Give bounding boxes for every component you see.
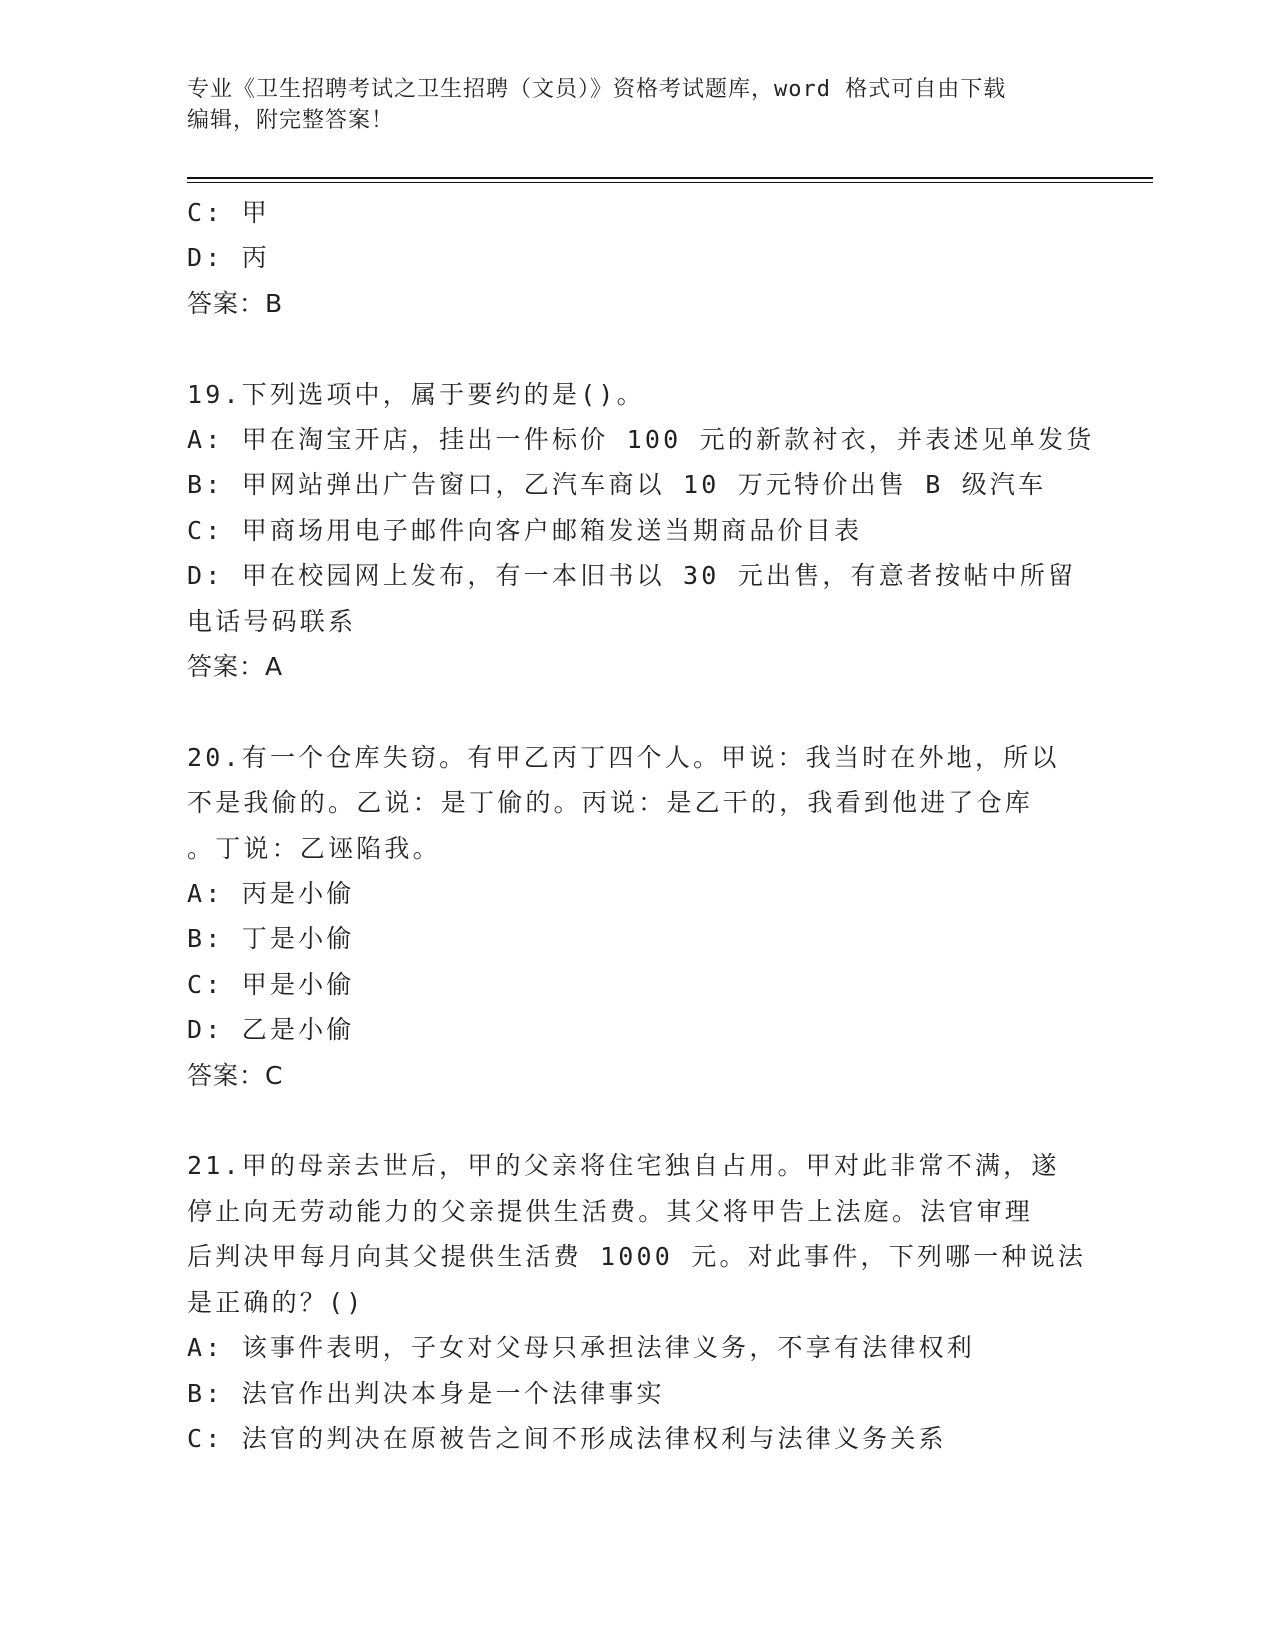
question-stem: 21.甲的母亲去世后，甲的父亲将住宅独自占用。甲对此非常不满，遂 xyxy=(187,1151,1060,1181)
spacer xyxy=(187,326,1087,371)
spacer xyxy=(187,1098,1087,1143)
answer: 答案：C xyxy=(187,1060,284,1090)
option-a: A: 该事件表明，子女对父母只承担法律义务，不享有法律权利 xyxy=(187,1333,975,1363)
question-stem-continued: 。丁说：乙诬陷我。 xyxy=(187,833,441,863)
option-d: D: 甲在校园网上发布，有一本旧书以 30 元出售，有意者按帖中所留 xyxy=(187,561,1077,591)
option-c: C: 甲 xyxy=(187,198,270,227)
answer: 答案：A xyxy=(187,652,284,682)
option-c: C: 法官的判决在原被告之间不形成法律权利与法律义务关系 xyxy=(187,1423,947,1453)
option-d: D: 乙是小偷 xyxy=(187,1015,355,1045)
question-stem-continued: 后判决甲每月向其父提供生活费 1000 元。对此事件，下列哪一种说法 xyxy=(187,1242,1087,1272)
question-19 xyxy=(187,372,1095,690)
question-stem-continued: 停止向无劳动能力的父亲提供生活费。其父将甲告上法庭。法官审理 xyxy=(187,1196,1034,1226)
answer: 答案：B xyxy=(187,288,284,318)
option-d-continued: 电话号码联系 xyxy=(187,606,357,636)
header-rule-thin xyxy=(187,182,1153,183)
option-b: B: 丁是小偷 xyxy=(187,924,355,954)
question-stem: 19.下列选项中，属于要约的是()。 xyxy=(187,379,645,409)
header-line-2: 编辑，附完整答案！ xyxy=(187,108,395,133)
question-list xyxy=(187,190,1095,1461)
header-line-1: 专业《卫生招聘考试之卫生招聘（文员）》资格考试题库，word 格式可自由下载 xyxy=(187,77,1007,102)
header-rule-thick xyxy=(187,177,1153,179)
document-header xyxy=(187,74,1067,136)
question-stem: 20.有一个仓库失窃。有甲乙丙丁四个人。甲说：我当时在外地，所以 xyxy=(187,742,1060,772)
option-d: D: 丙 xyxy=(187,243,270,273)
question-18-tail xyxy=(187,190,1087,326)
question-20 xyxy=(187,735,1087,1098)
spacer xyxy=(187,689,1087,734)
question-21 xyxy=(187,1143,1087,1461)
option-b: B: 法官作出判决本身是一个法律事实 xyxy=(187,1378,665,1408)
question-stem-continued: 是正确的？() xyxy=(187,1287,365,1317)
option-a: A: 丙是小偷 xyxy=(187,879,355,909)
question-stem-continued: 不是我偷的。乙说：是丁偷的。丙说：是乙干的，我看到他进了仓库 xyxy=(187,788,1034,818)
option-c: C: 甲商场用电子邮件向客户邮箱发送当期商品价目表 xyxy=(187,515,863,545)
option-a: A: 甲在淘宝开店，挂出一件标价 100 元的新款衬衣，并表述见单发货 xyxy=(187,425,1095,455)
option-c: C: 甲是小偷 xyxy=(187,969,355,999)
option-b: B: 甲网站弹出广告窗口，乙汽车商以 10 万元特价出售 B 级汽车 xyxy=(187,470,1047,500)
